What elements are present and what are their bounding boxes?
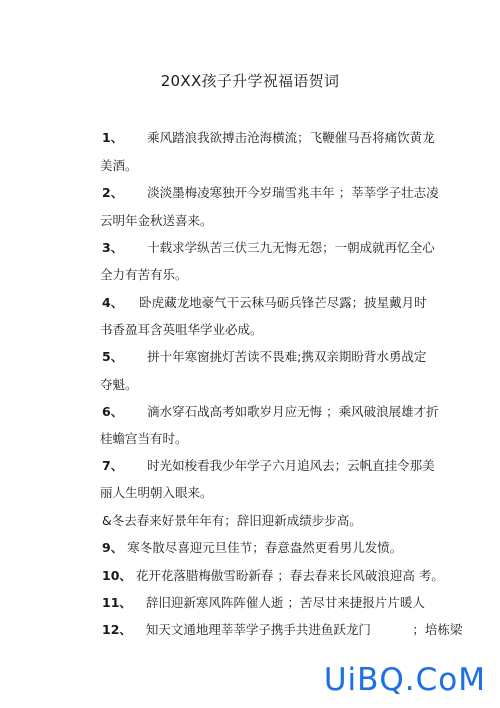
list-item [102,404,439,420]
item-text: 卧虎藏龙地豪气干云秣马砺兵锋芒尽露；披星戴月时 [139,295,427,310]
item-continuation: 夺魁。 [100,377,138,392]
item-continuation: 美酒。 [100,158,138,173]
list-item [102,458,435,474]
item-number: 5、 [102,349,124,364]
item-text: 拼十年寒窗挑灯苦读不畏难;携双亲期盼背水勇战定 [147,349,427,364]
item-text: 时光如梭看我少年学子六月追风去；云帆直挂令那美 [147,458,435,473]
item-text: 知天文通地理莘莘学子携手共进鱼跃龙门 ；培栋梁 [145,622,463,637]
item-continuation: 桂蟾宫当有时。 [100,431,188,446]
item-text: 滴水穿石战高考如歌岁月应无悔 ；乘风破浪展雄才折 [147,404,439,419]
item-number: 4、 [102,295,124,310]
item-number: 9、 [102,540,124,555]
item-text: 辞旧迎新寒风阵阵催人逝 ；苦尽甘来捷报片片暖人 [145,595,425,610]
list-item [102,185,439,201]
list-item [102,130,435,146]
list-item [102,240,435,256]
item-number: 1、 [102,130,124,145]
page-title: 20XX孩子升学祝福语贺词 [160,72,340,90]
watermark-logo: UiBQ.CoM [323,662,486,698]
item-number: 3、 [102,240,124,255]
item-continuation: 云明年金秋送喜来。 [100,213,213,228]
item-text: 淡淡墨梅凌寒独开今岁瑞雪兆丰年 ；莘莘学子壮志凌 [147,185,439,200]
item-number: 12、 [102,622,132,637]
list-item [102,295,427,311]
item-text: 乘风踏浪我欲搏击沧海横流；飞鞭催马吾将痛饮黄龙 [147,130,435,145]
item-continuation: 书香盈耳含英咀华学业必成。 [100,322,263,337]
item-number: 11、 [102,595,132,610]
list-item [102,540,402,556]
list-item: &冬去春来好景年年有；辞旧迎新成绩步步高。 [102,513,362,528]
item-text: 寒冬散尽喜迎元旦佳节；春意盎然更看男儿发愤。 [127,540,403,555]
list-item [102,349,426,365]
item-text: 花开花落腊梅傲雪盼新春 ；春去春来长风破浪迎高 考。 [135,568,444,583]
item-number: 7、 [102,458,124,473]
item-text: 十载求学纵苦三伏三九无悔无怨；一朝成就再忆全心 [147,240,435,255]
list-item [102,595,425,611]
item-number: 6、 [102,404,124,419]
item-continuation: 丽人生明朝入眼来。 [100,485,213,500]
item-number: 2、 [102,185,124,200]
item-continuation: 全力有苦有乐。 [100,267,188,282]
list-item [102,622,462,638]
item-number: 10、 [102,568,132,583]
list-item [102,568,444,584]
